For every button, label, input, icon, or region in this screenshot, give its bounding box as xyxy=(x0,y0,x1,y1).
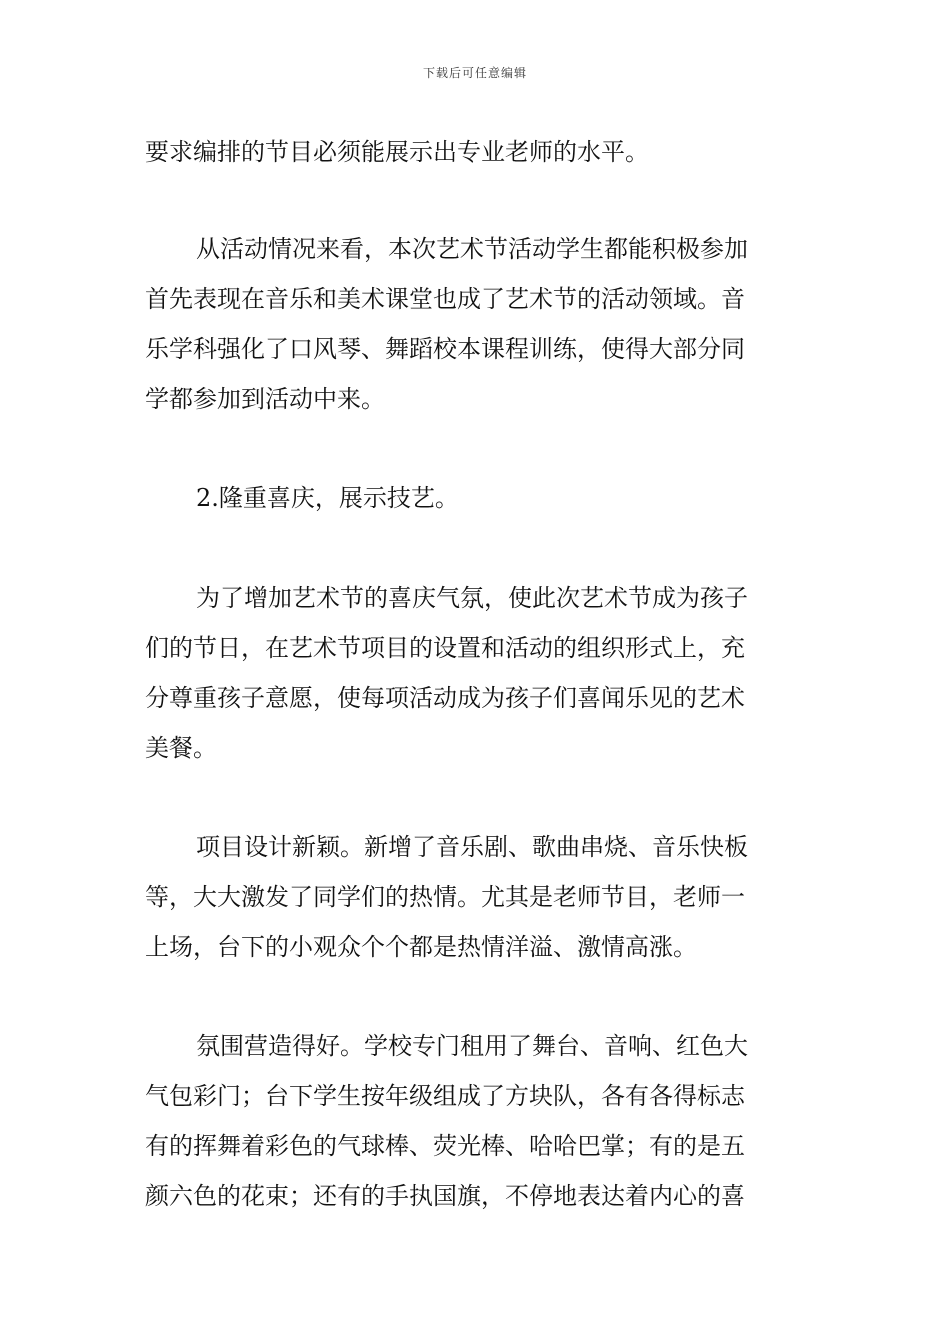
section-heading: 2.隆重喜庆，展示技艺。 xyxy=(196,484,459,512)
text-line: 分尊重孩子意愿，使每项活动成为孩子们喜闻乐见的艺术 xyxy=(145,684,745,712)
text-line: 学都参加到活动中来。 xyxy=(145,385,385,413)
text-line: 为了增加艺术节的喜庆气氛，使此次艺术节成为孩子 xyxy=(196,584,748,612)
text-line: 气包彩门；台下学生按年级组成了方块队，各有各得标志 xyxy=(145,1082,745,1110)
text-line: 从活动情况来看，本次艺术节活动学生都能积极参加 xyxy=(196,235,748,263)
text-line: 上场，台下的小观众个个都是热情洋溢、激情高涨。 xyxy=(145,933,697,961)
text-line: 首先表现在音乐和美术课堂也成了艺术节的活动领域。音 xyxy=(145,285,745,313)
text-line: 乐学科强化了口风琴、舞蹈校本课程训练，使得大部分同 xyxy=(145,335,745,363)
text-line: 有的挥舞着彩色的气球棒、荧光棒、哈哈巴掌；有的是五 xyxy=(145,1132,745,1160)
text-line: 等，大大激发了同学们的热情。尤其是老师节目，老师一 xyxy=(145,883,745,911)
text-line: 项目设计新颖。新增了音乐剧、歌曲串烧、音乐快板 xyxy=(196,833,748,861)
text-line: 们的节日，在艺术节项目的设置和活动的组织形式上，充 xyxy=(145,634,745,662)
page-header-note: 下载后可任意编辑 xyxy=(422,66,527,80)
text-line: 颜六色的花束；还有的手执国旗，不停地表达着内心的喜 xyxy=(145,1182,745,1210)
text-line: 氛围营造得好。学校专门租用了舞台、音响、红色大 xyxy=(196,1032,748,1060)
text-line: 美餐。 xyxy=(145,734,217,762)
text-line: 要求编排的节目必须能展示出专业老师的水平。 xyxy=(145,138,649,166)
